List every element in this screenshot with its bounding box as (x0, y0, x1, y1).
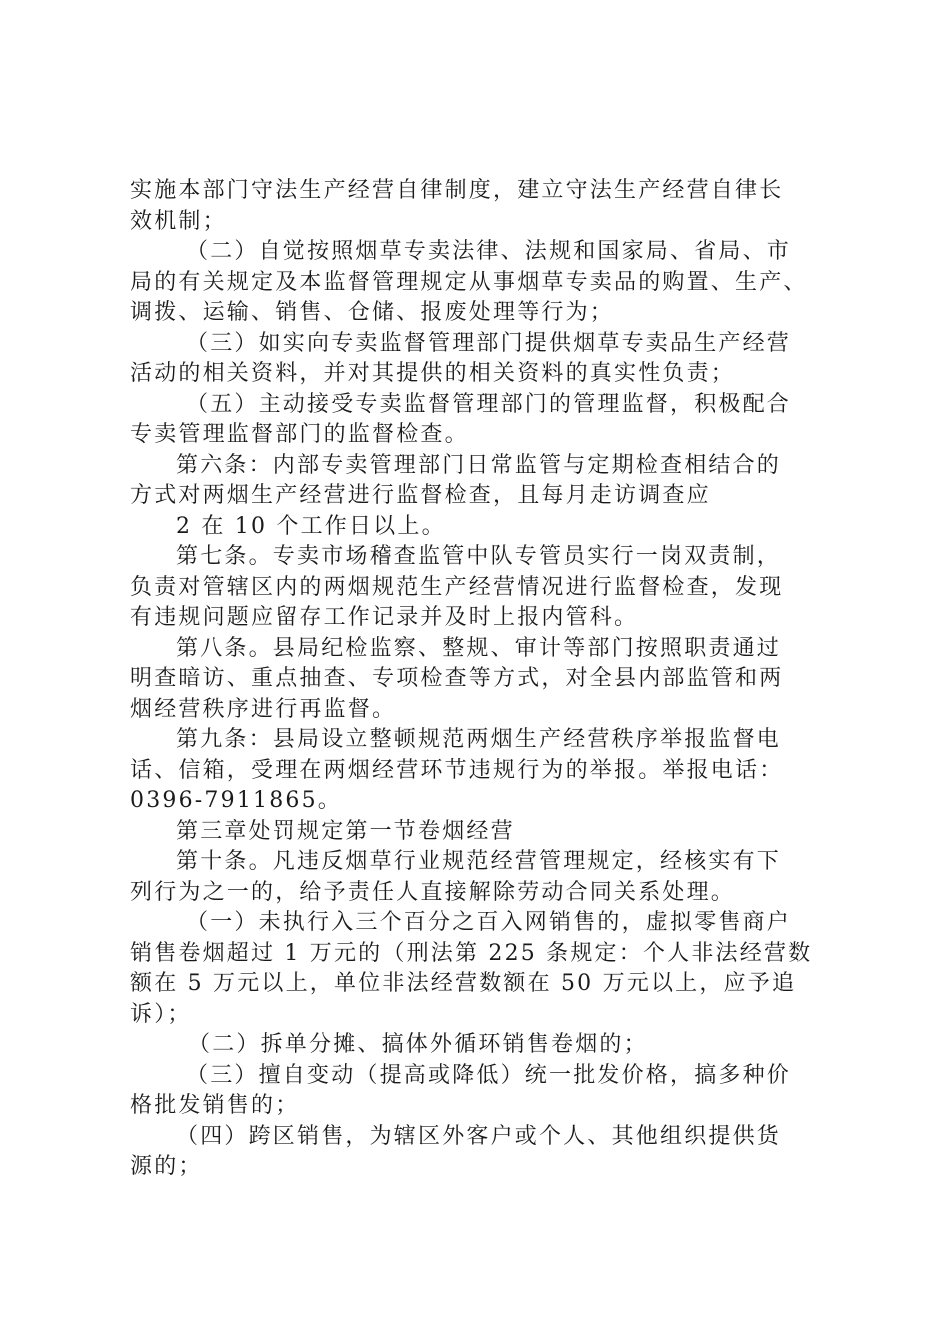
text-line: 2 在 10 个工作日以上。 (176, 513, 446, 539)
text-line: 销售卷烟超过 1 万元的（刑法第 225 条规定：个人非法经营数 (130, 940, 813, 966)
text-line: （三）如实向专卖监督管理部门提供烟草专卖品生产经营 (186, 330, 792, 356)
text-line: 话、信箱，受理在两烟经营环节违规行为的举报。举报电话： (130, 757, 784, 783)
text-line: （三）擅自变动（提高或降低）统一批发价格，搞多种价 (186, 1062, 792, 1088)
text-line: 明查暗访、重点抽查、专项检查等方式，对全县内部监管和两 (130, 666, 784, 691)
document-page (130, 176, 840, 1183)
text-line: 效机制； (130, 208, 227, 234)
text-line: 第六条：内部专卖管理部门日常监管与定期检查相结合的 (176, 452, 782, 478)
text-line: 第九条：县局设立整顿规范两烟生产经营秩序举报监督电 (176, 727, 782, 752)
text-line: （四）跨区销售，为辖区外客户或个人、其他组织提供货 (176, 1123, 782, 1149)
text-line: 有违规问题应留存工作记录并及时上报内管科。 (130, 605, 639, 630)
chapter-heading: 第三章处罚规定第一节卷烟经营 (176, 818, 515, 844)
text-line: 格批发销售的； (130, 1093, 300, 1118)
text-line: 调拨、运输、销售、仓储、报废处理等行为； (130, 300, 615, 325)
text-line: 0396-7911865。 (130, 788, 343, 813)
text-line: （二）自觉按照烟草专卖法律、法规和国家局、省局、市 (186, 239, 792, 264)
text-line: 实施本部门守法生产经营自律制度，建立守法生产经营自律长 (130, 178, 784, 203)
text-line: （一）未执行入三个百分之百入网销售的，虚拟零售商户 (186, 910, 792, 935)
text-line: 负责对管辖区内的两烟规范生产经营情况进行监督检查，发现 (130, 574, 784, 600)
text-line: 专卖管理监督部门的监督检查。 (130, 422, 469, 447)
text-line: 方式对两烟生产经营进行监督检查，且每月走访调查应 (130, 483, 711, 508)
text-line: 局的有关规定及本监督管理规定从事烟草专卖品的购置、生产、 (130, 269, 808, 295)
text-line: 列行为之一的，给予责任人直接解除劳动合同关系处理。 (130, 879, 736, 905)
text-line: 第十条。凡违反烟草行业规范经营管理规定，经核实有下 (176, 849, 782, 874)
text-line: 第八条。县局纪检监察、整规、审计等部门按照职责通过 (176, 635, 782, 661)
text-line: （五）主动接受专卖监督管理部门的管理监督，积极配合 (186, 391, 792, 417)
text-line: 源的； (130, 1154, 203, 1179)
text-line: （二）拆单分摊、搞体外循环销售卷烟的； (188, 1032, 648, 1057)
text-line: 诉）； (130, 1001, 192, 1027)
text-line: 第七条。专卖市场稽查监管中队专管员实行一岗双责制， (176, 544, 782, 569)
text-line: 烟经营秩序进行再监督。 (130, 696, 397, 722)
text-line: 额在 5 万元以上，单位非法经营数额在 50 万元以上，应予追 (130, 971, 797, 996)
text-line: 活动的相关资料，并对其提供的相关资料的真实性负责； (130, 361, 736, 386)
